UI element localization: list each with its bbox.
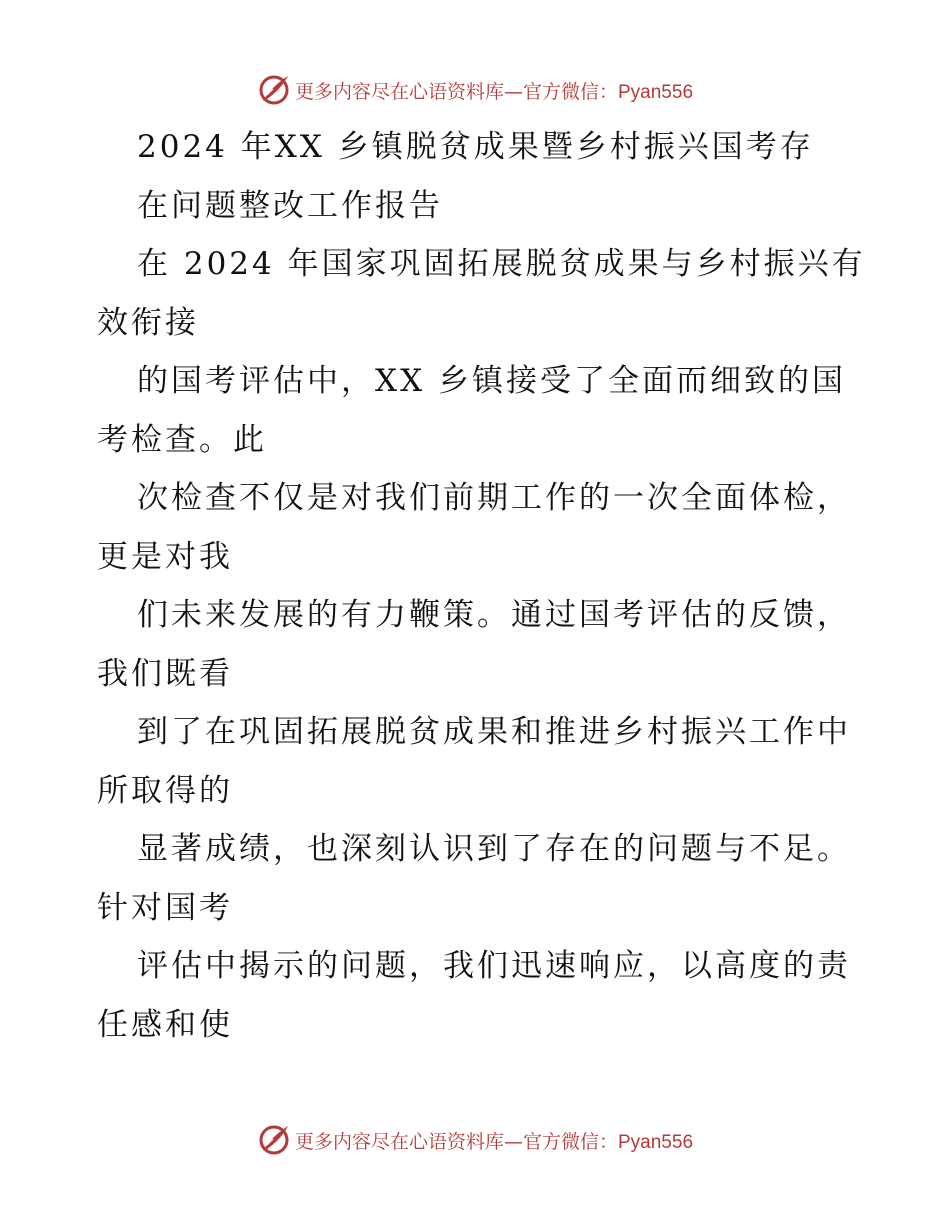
quill-circle-logo-icon xyxy=(257,1123,291,1157)
text-line: 更是对我 xyxy=(97,538,233,575)
footer-watermark xyxy=(0,1120,950,1160)
watermark-text: 更多内容尽在心语资料库—官方微信：Pyan556 xyxy=(294,1130,694,1153)
document-body xyxy=(97,118,866,1054)
text-line: 次检查不仅是对我们前期工作的一次全面体检， xyxy=(137,480,851,516)
text-line: 2024 年XX 乡镇脱贫成果暨乡村振兴国考存 xyxy=(137,129,814,165)
text-line: 在问题整改工作报告 xyxy=(137,187,443,224)
text-line: 任感和使 xyxy=(97,1006,233,1043)
text-line: 在 2024 年国家巩固拓展脱贫成果与乡村振兴有 xyxy=(137,246,866,282)
text-line: 的国考评估中，XX 乡镇接受了全面而细致的国 xyxy=(137,363,846,399)
text-line: 评估中揭示的问题，我们迅速响应，以高度的责 xyxy=(137,948,851,984)
text-line: 我们既看 xyxy=(97,655,233,692)
text-line: 考检查。此 xyxy=(97,421,267,458)
watermark-text: 更多内容尽在心语资料库—官方微信：Pyan556 xyxy=(294,80,694,103)
text-line: 到了在巩固拓展脱贫成果和推进乡村振兴工作中 xyxy=(137,714,851,750)
text-line: 们未来发展的有力鞭策。通过国考评估的反馈， xyxy=(137,597,851,633)
text-line: 所取得的 xyxy=(97,772,233,809)
text-line: 效衔接 xyxy=(97,304,199,341)
text-line: 针对国考 xyxy=(97,889,233,926)
header-watermark xyxy=(0,70,950,110)
quill-circle-logo-icon xyxy=(257,73,291,107)
text-line: 显著成绩，也深刻认识到了存在的问题与不足。 xyxy=(137,831,851,867)
